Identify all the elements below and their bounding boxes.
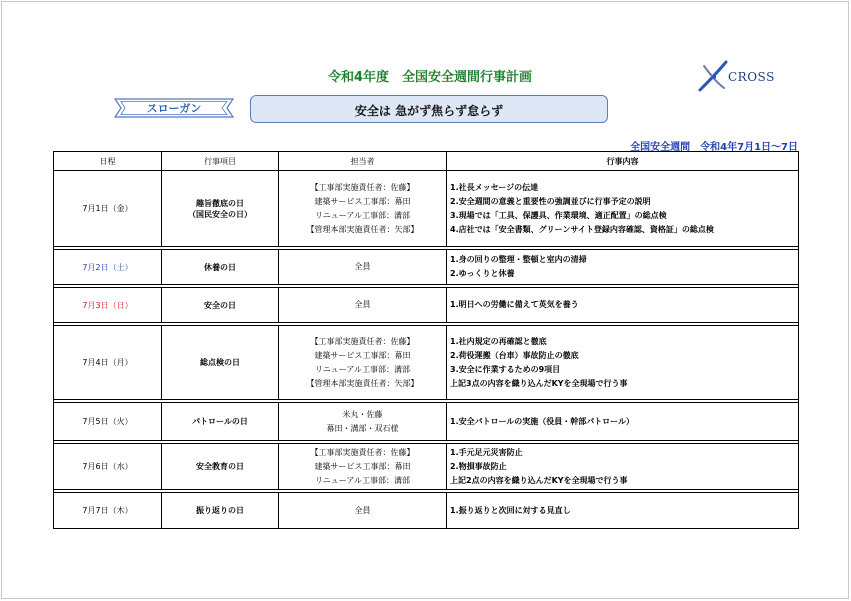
row-item	[162, 493, 279, 529]
row-content-line: 1.安全パトロールの実施（役員・幹部パトロール）	[450, 416, 634, 426]
row-content-line: 4.店社では「安全書類、グリーンサイト登録内容確認、資格証」の総点検	[450, 224, 714, 234]
schedule-table	[53, 151, 799, 529]
row-content-line: 上記2点の内容を織り込んだKYを全現場で行う事	[450, 475, 628, 485]
row-content	[447, 493, 799, 529]
row-content-line: 3.安全に作業するための9項目	[450, 364, 561, 374]
row-item-line: （国民安全の日）	[188, 209, 252, 219]
table-header-row	[54, 152, 799, 171]
row-item	[162, 444, 279, 490]
row-resp-line: 【管理本部実施責任者：矢部】	[306, 378, 419, 388]
table-row	[54, 444, 799, 490]
row-date: 7月5日（火）	[54, 403, 162, 441]
row-content-line: 上記3点の内容を織り込んだKYを全現場で行う事	[450, 378, 628, 388]
row-resp	[279, 493, 447, 529]
row-content-line: 2.ゆっくりと休養	[450, 269, 515, 278]
table-row	[54, 250, 799, 285]
row-resp-line: 【工事部実施責任者：佐藤】	[310, 447, 415, 457]
logo-text: CROSS	[728, 70, 775, 84]
table-row	[54, 171, 799, 247]
row-item-line: パトロールの日	[192, 417, 248, 426]
table-row	[54, 326, 799, 400]
row-resp-line: 全員	[354, 262, 371, 271]
row-content-line: 1.身の回りの整理・整頓と室内の清掃	[450, 255, 587, 264]
row-date: 7月6日（水）	[54, 444, 162, 490]
row-content	[447, 250, 799, 285]
row-item-line: 休養の日	[204, 262, 236, 272]
row-content	[447, 326, 799, 400]
table-row	[54, 493, 799, 529]
row-resp	[279, 171, 447, 247]
row-content	[447, 288, 799, 323]
row-content	[447, 444, 799, 490]
row-item-line: 総点検の日	[200, 358, 240, 367]
row-content-line: 1.振り返りと次回に対する見直し	[450, 505, 571, 515]
header-item: 行事項目	[162, 152, 279, 171]
row-date: 7月1日（金）	[54, 171, 162, 247]
header-content: 行事内容	[447, 152, 799, 171]
row-content-line: 2.物損事故防止	[450, 461, 507, 471]
page-title: 令和4年度 全国安全週間行事計画	[327, 70, 533, 85]
row-resp-line: リニューアル工事部：溝部	[314, 210, 411, 220]
row-content	[447, 171, 799, 247]
row-resp	[279, 326, 447, 400]
row-content-line: 2.安全週間の意義と重要性の強調並びに行事予定の説明	[450, 196, 651, 206]
header-resp: 担当者	[279, 152, 447, 171]
row-content-line: 2.荷役運搬（台車）事故防止の徹底	[450, 350, 579, 360]
row-content-line: 1.社内規定の再確認と徹底	[450, 336, 547, 346]
row-resp-line: 建築サービス工事部：幕田	[314, 196, 411, 206]
row-resp-line: 米丸・佐藤	[342, 409, 383, 419]
row-content	[447, 403, 799, 441]
row-date: 7月2日（土）	[54, 250, 162, 285]
row-item	[162, 288, 279, 323]
row-resp-line: 幕田・溝部・双石様	[326, 423, 399, 433]
row-item	[162, 171, 279, 247]
row-resp-line: 建築サービス工事部：幕田	[314, 350, 411, 360]
row-item-line: 趣旨徹底の日	[196, 198, 244, 208]
row-date: 7月7日（木）	[54, 493, 162, 529]
row-resp-line: リニューアル工事部：溝部	[314, 364, 411, 374]
row-resp-line: 建築サービス工事部：幕田	[314, 461, 411, 471]
row-item	[162, 326, 279, 400]
row-resp-line: 全員	[354, 505, 371, 515]
header-date: 日程	[54, 152, 162, 171]
row-item-line: 安全教育の日	[196, 462, 244, 471]
row-content-line: 1.手元足元災害防止	[450, 447, 523, 457]
row-resp-line: 【工事部実施責任者：佐藤】	[310, 182, 415, 192]
row-item-line: 安全の日	[204, 300, 236, 310]
row-resp	[279, 250, 447, 285]
row-item	[162, 250, 279, 285]
row-resp-line: リニューアル工事部：溝部	[314, 475, 411, 485]
row-resp	[279, 288, 447, 323]
row-date: 7月3日（日）	[54, 288, 162, 323]
table-row	[54, 288, 799, 323]
row-content-line: 1.社長メッセージの伝達	[450, 182, 539, 192]
row-date: 7月4日（月）	[54, 326, 162, 400]
row-content-line: 3.現場では「工具、保護具、作業環境、適正配置」の総点検	[450, 210, 667, 220]
row-item-line: 振り返りの日	[196, 506, 244, 515]
table-row	[54, 403, 799, 441]
event-period: 全国安全週間 令和4年7月1日～7日	[630, 142, 798, 153]
row-resp-line: 全員	[354, 300, 371, 309]
row-item	[162, 403, 279, 441]
row-resp-line: 【工事部実施責任者：佐藤】	[310, 336, 415, 346]
slogan-text: 安全は 急がず焦らず怠らず	[354, 104, 504, 118]
slogan-label: スローガン	[146, 102, 202, 115]
row-resp-line: 【管理本部実施責任者：矢部】	[306, 224, 419, 234]
row-content-line: 1.明日への労働に備えて英気を養う	[450, 300, 579, 309]
row-resp	[279, 444, 447, 490]
row-resp	[279, 403, 447, 441]
